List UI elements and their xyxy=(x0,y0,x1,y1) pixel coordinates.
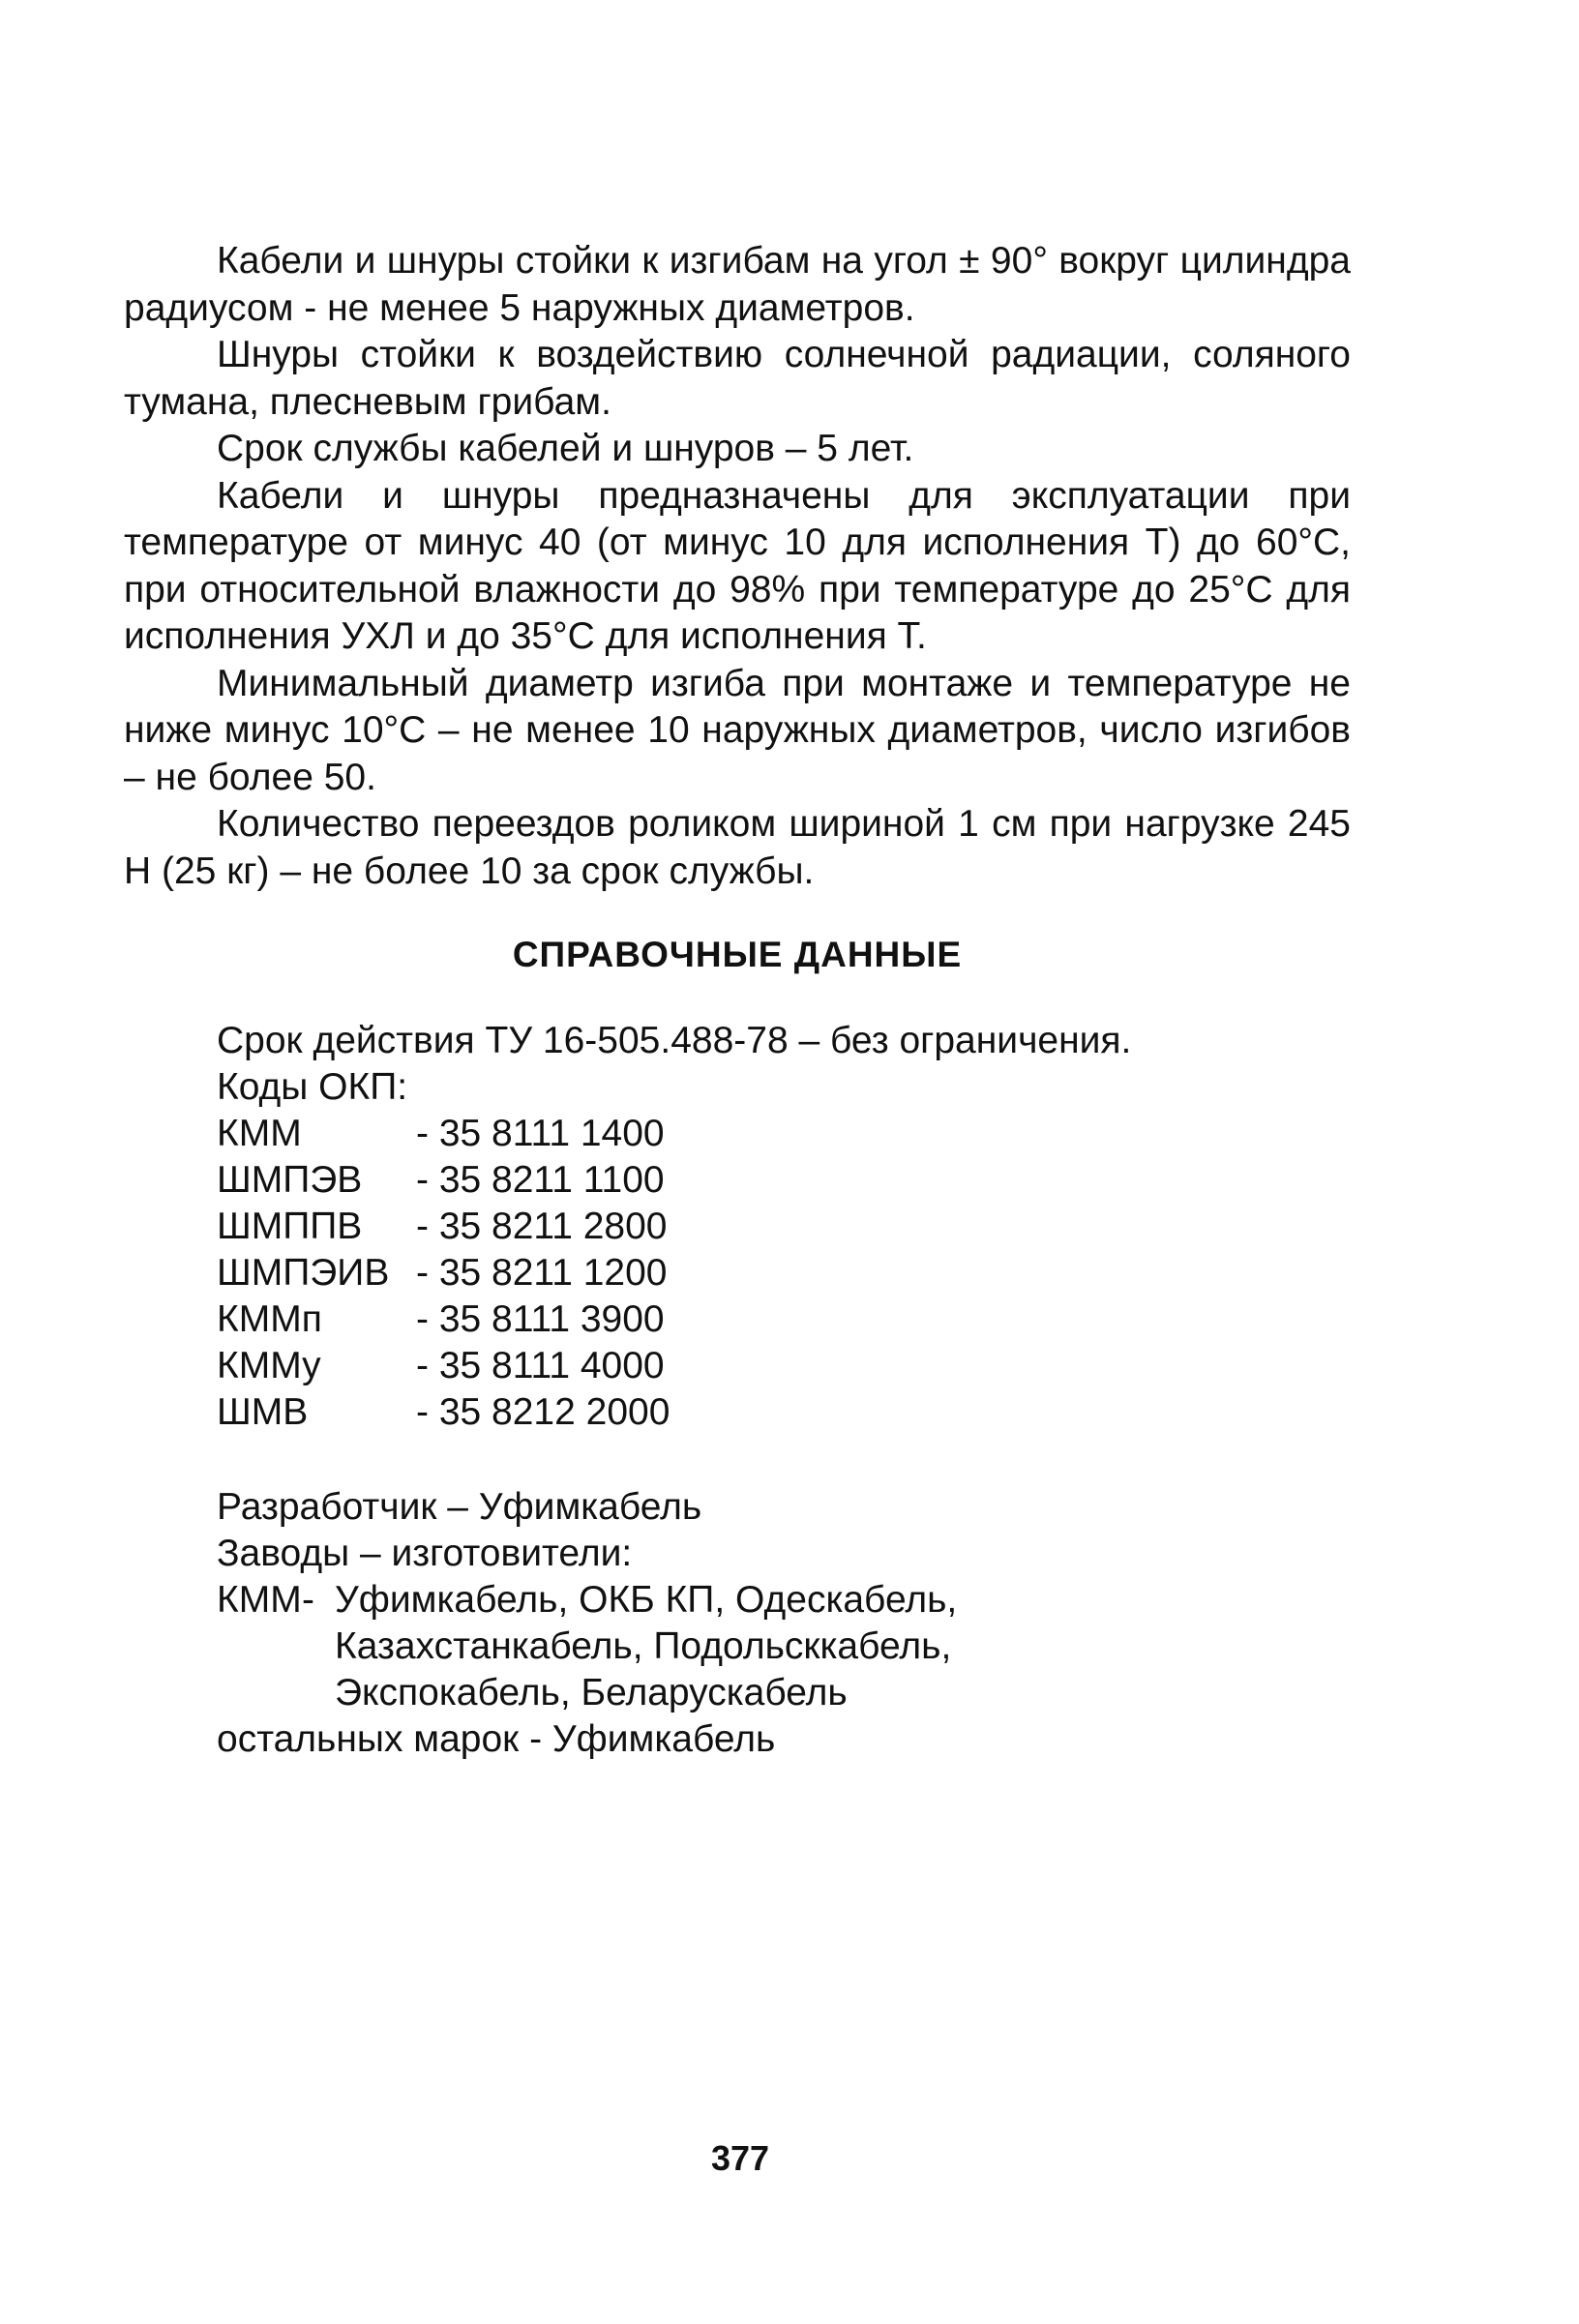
okp-code: - 35 8111 4000 xyxy=(416,1345,665,1386)
okp-code-list xyxy=(217,1111,1281,1436)
paragraph-bend-diameter: Минимальный диаметр изгиба при монтаже и температуре не ниже минус 10°С – не менее 10 наружных диаметров, число изгибов – не более 50. xyxy=(124,662,1351,798)
okp-name: ШМППВ xyxy=(217,1206,363,1247)
plants-kmm-dash: - xyxy=(302,1579,314,1621)
validity-line: Срок действия ТУ 16-505.488-78 – без ограничения. xyxy=(217,1020,1132,1061)
plants-kmm-list xyxy=(335,1577,957,1716)
okp-name: ШМВ xyxy=(217,1391,309,1433)
okp-row xyxy=(217,1111,1281,1157)
section-heading: СПРАВОЧНЫЕ ДАННЫЕ xyxy=(512,935,963,974)
okp-name: ШМПЭИВ xyxy=(217,1252,390,1294)
paragraph-resistance: Шнуры стойки к воздействию солнечной радиации, соляного тумана, плесневым грибам. xyxy=(124,334,1351,423)
okp-code: - 35 8211 1200 xyxy=(416,1252,668,1294)
paragraph-roller-crossings: Количество переездов роликом шириной 1 см при нагрузке 245 Н (25 кг) – не более 10 за срок службы. xyxy=(124,803,1351,892)
plants-kmm-name: КММ xyxy=(217,1579,302,1621)
body-text xyxy=(124,238,1351,895)
paragraph-operating-conditions: Кабели и шнуры предназначены для эксплуатации при температуре от минус 40 (от минус 10 для исполнения Т) до 60°С, при относительной влажности до 98% при температуре до 25°С для исполнения УХЛ и до 35°С для исполнения Т. xyxy=(124,474,1351,657)
okp-row xyxy=(217,1204,1281,1250)
plants-kmm xyxy=(217,1577,1281,1716)
plants-other: остальных марок - Уфимкабель xyxy=(217,1718,776,1760)
okp-row xyxy=(217,1250,1281,1296)
okp-code: - 35 8211 2800 xyxy=(416,1206,668,1247)
plants-kmm-line: Экспокабель, Беларускабель xyxy=(335,1672,848,1713)
okp-code: - 35 8111 1400 xyxy=(416,1113,665,1154)
okp-name: ШМПЭВ xyxy=(217,1159,363,1201)
plants-kmm-line: Казахстанкабель, Подольсккабель, xyxy=(335,1625,952,1667)
okp-name: КММу xyxy=(217,1345,321,1386)
okp-row xyxy=(217,1296,1281,1343)
page-number: 377 xyxy=(710,2138,770,2178)
paragraph-service-life: Срок службы кабелей и шнуров – 5 лет. xyxy=(217,428,914,469)
okp-code: - 35 8212 2000 xyxy=(416,1391,670,1433)
developer-line: Разработчик – Уфимкабель xyxy=(217,1486,702,1528)
okp-code: - 35 8111 3900 xyxy=(416,1298,665,1340)
section-spacer xyxy=(217,1436,1281,1484)
okp-name: КММп xyxy=(217,1298,322,1340)
plants-kmm-line: Уфимкабель, ОКБ КП, Одескабель, xyxy=(335,1579,958,1621)
reference-data xyxy=(217,1018,1281,1763)
okp-row xyxy=(217,1157,1281,1204)
okp-name: КММ xyxy=(217,1113,302,1154)
okp-title: Коды ОКП: xyxy=(217,1066,408,1108)
okp-row xyxy=(217,1343,1281,1389)
plants-title: Заводы – изготовители: xyxy=(217,1533,633,1574)
okp-code: - 35 8211 1100 xyxy=(416,1159,665,1201)
okp-row xyxy=(217,1389,1281,1436)
paragraph-bending: Кабели и шнуры стойки к изгибам на угол ± 90° вокруг цилиндра радиусом - не менее 5 наружных диаметров. xyxy=(124,240,1351,329)
